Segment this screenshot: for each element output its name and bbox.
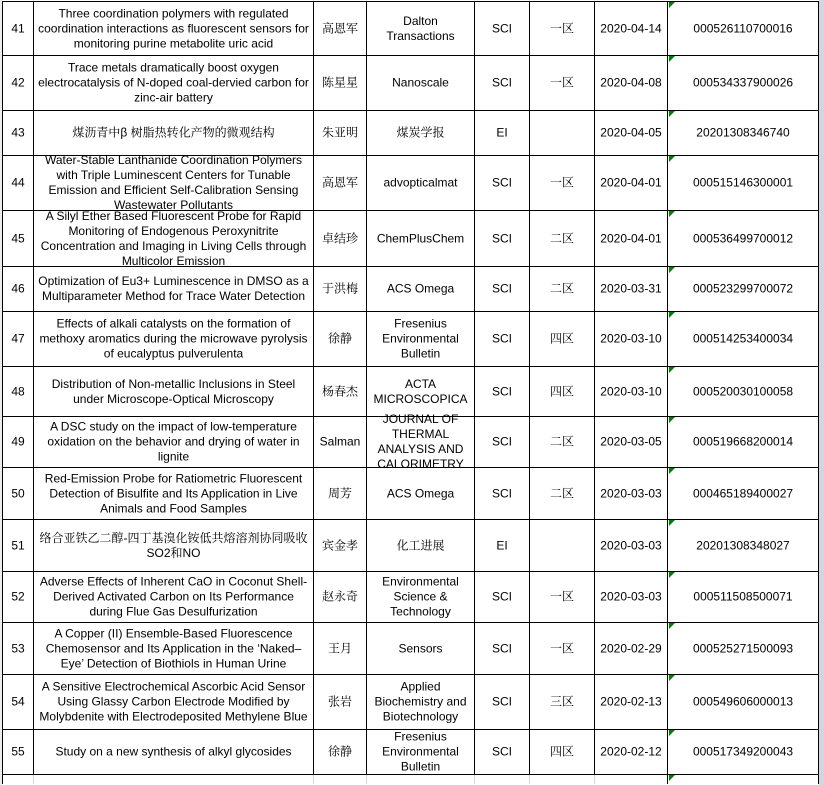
record-id-cell[interactable] bbox=[668, 417, 819, 468]
row-number-cell[interactable] bbox=[3, 572, 34, 623]
quartile-cell[interactable] bbox=[530, 417, 595, 468]
paper-title-text: Optimization of Eu3+ Luminescence in DMSO as a Multiparameter Method for Trace Water Detection bbox=[38, 274, 309, 303]
number-stored-as-text-indicator-icon bbox=[669, 730, 675, 736]
index-type-text: SCI bbox=[491, 589, 512, 604]
quartile-cell[interactable] bbox=[530, 111, 595, 156]
row-number-text: 41 bbox=[11, 21, 25, 35]
index-type-cell[interactable] bbox=[475, 623, 530, 675]
row-number-text: 51 bbox=[11, 538, 25, 552]
row-number-cell[interactable] bbox=[3, 775, 34, 784]
record-id-cell[interactable] bbox=[668, 312, 819, 367]
record-id-text: 000465189400027 bbox=[692, 486, 794, 500]
paper-title-cell[interactable] bbox=[34, 730, 314, 775]
table-row bbox=[3, 412, 820, 471]
author-cell[interactable] bbox=[314, 211, 367, 267]
paper-title-cell[interactable] bbox=[34, 468, 314, 520]
journal-cell[interactable] bbox=[367, 675, 475, 730]
paper-title-text: Distribution of Non-metallic Inclusions in Steel under Microscope-Optical Microscopy bbox=[51, 376, 296, 406]
index-type-cell[interactable] bbox=[475, 572, 530, 623]
row-number-cell[interactable] bbox=[3, 367, 34, 417]
paper-title-text: A Copper (II) Ensemble-Based Fluorescence Chemosensor and Its Application in the ‘Naked–Eye’ Detection of Biothiols in Human Urine bbox=[45, 626, 302, 670]
paper-title-cell[interactable] bbox=[34, 520, 314, 572]
quartile-text: 二区 bbox=[549, 434, 574, 449]
record-id-text: 000515146300001 bbox=[692, 175, 794, 190]
paper-title-cell[interactable] bbox=[34, 312, 314, 367]
paper-title-cell[interactable] bbox=[34, 572, 314, 623]
publish-date-cell[interactable] bbox=[595, 56, 668, 111]
row-number-cell[interactable] bbox=[3, 156, 34, 211]
quartile-cell[interactable] bbox=[530, 775, 595, 784]
record-id-text: 20201308346740 bbox=[696, 125, 790, 140]
paper-title-text: Three coordination polymers with regulated coordination interactions as fluorescent sensors for monitoring purine metabolite uric acid bbox=[38, 6, 309, 50]
author-cell[interactable] bbox=[314, 56, 367, 111]
publish-date-text: 2020-04-05 bbox=[600, 125, 662, 140]
record-id-cell[interactable] bbox=[668, 267, 819, 312]
journal-text: advopticalmat bbox=[383, 175, 458, 190]
record-id-text: 000536499700012 bbox=[692, 231, 794, 245]
number-stored-as-text-indicator-icon bbox=[669, 775, 675, 781]
row-number-cell[interactable] bbox=[3, 111, 34, 156]
publish-date-text: 2020-03-03 bbox=[600, 486, 662, 500]
table-row bbox=[3, 312, 820, 367]
number-stored-as-text-indicator-icon bbox=[669, 56, 675, 62]
quartile-cell[interactable] bbox=[530, 312, 595, 367]
paper-title-cell[interactable] bbox=[34, 623, 314, 675]
quartile-text: 二区 bbox=[549, 281, 574, 296]
journal-cell[interactable] bbox=[367, 211, 475, 267]
index-type-text: SCI bbox=[491, 486, 512, 500]
quartile-cell[interactable] bbox=[530, 211, 595, 267]
publish-date-cell[interactable] bbox=[595, 520, 668, 572]
table-row bbox=[3, 468, 820, 520]
journal-text: Dalton Transactions bbox=[386, 13, 455, 43]
number-stored-as-text-indicator-icon bbox=[669, 623, 675, 629]
number-stored-as-text-indicator-icon bbox=[669, 267, 675, 273]
number-stored-as-text-indicator-icon bbox=[669, 111, 675, 117]
publish-date-cell[interactable] bbox=[595, 267, 668, 312]
record-id-text: 000549606000013 bbox=[692, 694, 794, 709]
paper-title-cell[interactable] bbox=[34, 417, 314, 468]
author-text: 高恩军 bbox=[321, 21, 358, 35]
row-number-cell[interactable] bbox=[3, 520, 34, 572]
author-text: 朱亚明 bbox=[321, 125, 358, 140]
record-id-cell[interactable] bbox=[668, 468, 819, 520]
record-id-text: 000534337900026 bbox=[692, 75, 794, 90]
row-number-cell[interactable] bbox=[3, 211, 34, 267]
author-cell[interactable] bbox=[314, 312, 367, 367]
journal-cell[interactable] bbox=[367, 2, 475, 56]
publish-date-text: 2020-03-31 bbox=[600, 281, 662, 296]
row-number-text: 49 bbox=[11, 434, 25, 449]
number-stored-as-text-indicator-icon bbox=[669, 417, 675, 423]
author-cell[interactable] bbox=[314, 572, 367, 623]
row-number-cell[interactable] bbox=[3, 730, 34, 775]
journal-text: Applied Biochemistry and Biotechnology bbox=[374, 679, 467, 724]
journal-text: Sensors bbox=[398, 641, 443, 655]
paper-title-cell[interactable] bbox=[34, 2, 314, 56]
table-row bbox=[3, 111, 820, 156]
row-number-cell[interactable] bbox=[3, 312, 34, 367]
journal-text: ChemPlusChem bbox=[376, 231, 465, 245]
journal-cell[interactable] bbox=[367, 572, 475, 623]
table-row bbox=[3, 153, 820, 212]
author-text: 宾金孝 bbox=[321, 538, 358, 552]
quartile-text: 四区 bbox=[549, 384, 574, 398]
paper-title-text: 煤沥青中β 树脂热转化产物的微观结构 bbox=[72, 125, 275, 140]
quartile-cell[interactable] bbox=[530, 730, 595, 775]
publish-date-text: 2020-03-03 bbox=[600, 589, 662, 604]
publish-date-cell[interactable] bbox=[595, 2, 668, 56]
publish-date-text: 2020-04-01 bbox=[600, 175, 662, 190]
record-id-text: 000525271500093 bbox=[692, 641, 794, 655]
row-number-text: 48 bbox=[11, 384, 25, 398]
publish-date-cell[interactable] bbox=[595, 156, 668, 211]
record-id-cell[interactable] bbox=[668, 156, 819, 211]
author-cell[interactable] bbox=[314, 2, 367, 56]
publish-date-text: 2020-02-13 bbox=[600, 694, 662, 709]
table-row bbox=[3, 572, 820, 623]
index-type-cell[interactable] bbox=[475, 675, 530, 730]
author-text: 杨春杰 bbox=[321, 384, 358, 398]
quartile-text: 一区 bbox=[549, 75, 574, 90]
number-stored-as-text-indicator-icon bbox=[669, 156, 675, 162]
publish-date-text: 2020-04-01 bbox=[600, 231, 662, 245]
paper-title-cell[interactable] bbox=[34, 153, 314, 212]
index-type-text: EI bbox=[496, 538, 508, 552]
journal-cell[interactable] bbox=[367, 775, 475, 784]
quartile-cell[interactable] bbox=[530, 267, 595, 312]
publish-date-cell[interactable] bbox=[595, 775, 668, 784]
author-cell[interactable] bbox=[314, 111, 367, 156]
author-text: 张岩 bbox=[327, 694, 352, 709]
quartile-cell[interactable] bbox=[530, 468, 595, 520]
index-type-cell[interactable] bbox=[475, 2, 530, 56]
author-cell[interactable] bbox=[314, 267, 367, 312]
record-id-text: 000520030100058 bbox=[692, 384, 794, 398]
journal-cell[interactable] bbox=[367, 412, 475, 471]
author-text: 陈星星 bbox=[321, 75, 358, 90]
record-id-text: 20201308348027 bbox=[696, 538, 790, 552]
author-text: 王月 bbox=[327, 641, 352, 655]
author-text: 周芳 bbox=[327, 486, 352, 500]
row-number-text: 54 bbox=[11, 694, 25, 709]
journal-cell[interactable] bbox=[367, 267, 475, 312]
record-id-cell[interactable] bbox=[668, 623, 819, 675]
journal-cell[interactable] bbox=[367, 520, 475, 572]
record-id-cell[interactable] bbox=[668, 730, 819, 775]
table-row bbox=[3, 208, 820, 268]
publish-date-text: 2020-02-12 bbox=[600, 744, 662, 759]
index-type-text: SCI bbox=[491, 331, 512, 346]
quartile-text: 一区 bbox=[549, 175, 574, 190]
index-type-text: SCI bbox=[491, 744, 512, 759]
index-type-text: SCI bbox=[491, 384, 512, 398]
journal-cell[interactable] bbox=[367, 623, 475, 675]
row-number-text: 50 bbox=[11, 486, 25, 500]
journal-text: ACTA MICROSCOPICA bbox=[373, 376, 468, 406]
author-text: 赵永奇 bbox=[321, 589, 358, 604]
record-id-cell[interactable] bbox=[668, 56, 819, 111]
publish-date-text: 2020-03-05 bbox=[600, 434, 662, 449]
row-number-cell[interactable] bbox=[3, 56, 34, 111]
journal-text: 化工进展 bbox=[396, 538, 445, 552]
row-number-text: 47 bbox=[11, 331, 25, 346]
author-cell[interactable] bbox=[314, 520, 367, 572]
record-id-cell[interactable] bbox=[668, 675, 819, 730]
row-number-cell[interactable] bbox=[3, 623, 34, 675]
publish-date-cell[interactable] bbox=[595, 211, 668, 267]
record-id-cell[interactable] bbox=[668, 367, 819, 417]
row-number-text: 52 bbox=[11, 589, 25, 604]
index-type-cell[interactable] bbox=[475, 367, 530, 417]
row-number-text: 53 bbox=[11, 641, 25, 655]
publish-date-text: 2020-04-14 bbox=[600, 21, 662, 35]
quartile-text: 二区 bbox=[549, 231, 574, 245]
index-type-text: EI bbox=[496, 125, 508, 140]
record-id-text: 000519668200014 bbox=[692, 434, 794, 449]
number-stored-as-text-indicator-icon bbox=[669, 367, 675, 373]
index-type-text: SCI bbox=[491, 694, 512, 709]
record-id-text: 000511508500071 bbox=[693, 589, 793, 604]
author-text: Salman bbox=[319, 434, 361, 449]
index-type-cell[interactable] bbox=[475, 267, 530, 312]
number-stored-as-text-indicator-icon bbox=[669, 2, 675, 8]
row-number-cell[interactable] bbox=[3, 417, 34, 468]
journal-text: JOURNAL OF THERMAL ANALYSIS AND CALORIMETRY bbox=[377, 412, 464, 471]
record-id-cell[interactable] bbox=[668, 572, 819, 623]
paper-title-text: A Silyl Ether Based Fluorescent Probe for Rapid Monitoring of Endogenous Peroxynitrite Concentration and Imaging in Living Cells through Multicolor Emission bbox=[40, 208, 307, 268]
row-number-cell[interactable] bbox=[3, 675, 34, 730]
index-type-cell[interactable] bbox=[475, 56, 530, 111]
paper-title-cell[interactable] bbox=[34, 56, 314, 111]
record-id-cell[interactable] bbox=[668, 2, 819, 56]
publish-date-text: 2020-02-29 bbox=[600, 641, 662, 655]
quartile-text: 四区 bbox=[549, 744, 574, 759]
paper-title-text: A DSC study on the impact of low-temperature oxidation on the behavior and drying of water in lignite bbox=[47, 419, 300, 464]
publish-date-cell[interactable] bbox=[595, 111, 668, 156]
journal-cell[interactable] bbox=[367, 312, 475, 367]
table-row bbox=[3, 520, 820, 572]
row-number-text: 43 bbox=[11, 125, 25, 140]
quartile-cell[interactable] bbox=[530, 2, 595, 56]
publish-date-cell[interactable] bbox=[595, 623, 668, 675]
publish-date-cell[interactable] bbox=[595, 367, 668, 417]
index-type-cell[interactable] bbox=[475, 312, 530, 367]
row-number-cell[interactable] bbox=[3, 468, 34, 520]
table-row bbox=[3, 267, 820, 312]
number-stored-as-text-indicator-icon bbox=[669, 572, 675, 578]
record-id-cell[interactable] bbox=[668, 775, 819, 784]
author-cell[interactable] bbox=[314, 417, 367, 468]
quartile-cell[interactable] bbox=[530, 367, 595, 417]
partial-next-row bbox=[3, 775, 820, 784]
author-text: 卓结珍 bbox=[321, 231, 358, 245]
index-type-cell[interactable] bbox=[475, 156, 530, 211]
row-number-cell[interactable] bbox=[3, 267, 34, 312]
quartile-text: 一区 bbox=[549, 641, 574, 655]
number-stored-as-text-indicator-icon bbox=[669, 520, 675, 526]
index-type-cell[interactable] bbox=[475, 468, 530, 520]
journal-cell[interactable] bbox=[367, 56, 475, 111]
table-row bbox=[3, 367, 820, 417]
quartile-cell[interactable] bbox=[530, 56, 595, 111]
number-stored-as-text-indicator-icon bbox=[669, 675, 675, 681]
paper-title-text: Adverse Effects of Inherent CaO in Coconut Shell-Derived Activated Carbon on Its Performance during Flue Gas Desulfurization bbox=[39, 574, 308, 619]
journal-cell[interactable] bbox=[367, 156, 475, 211]
author-text: 于洪梅 bbox=[321, 281, 358, 296]
table-row bbox=[3, 623, 820, 675]
journal-text: Nanoscale bbox=[392, 75, 449, 90]
journal-text: 煤炭学报 bbox=[396, 125, 445, 140]
quartile-text: 二区 bbox=[549, 486, 574, 500]
quartile-text: 三区 bbox=[549, 694, 574, 709]
index-type-cell[interactable] bbox=[475, 417, 530, 468]
journal-cell[interactable] bbox=[367, 468, 475, 520]
publish-date-cell[interactable] bbox=[595, 417, 668, 468]
record-id-cell[interactable] bbox=[668, 520, 819, 572]
author-cell[interactable] bbox=[314, 675, 367, 730]
author-cell[interactable] bbox=[314, 468, 367, 520]
journal-cell[interactable] bbox=[367, 730, 475, 775]
paper-title-cell[interactable] bbox=[34, 775, 314, 784]
publish-date-text: 2020-03-03 bbox=[600, 538, 662, 552]
index-type-text: SCI bbox=[491, 281, 512, 296]
index-type-cell[interactable] bbox=[475, 111, 530, 156]
sheet-right-edge bbox=[819, 0, 824, 785]
row-number-text: 44 bbox=[11, 175, 25, 190]
index-type-text: SCI bbox=[491, 175, 512, 190]
author-text: 高恩军 bbox=[321, 175, 358, 190]
row-number-text: 45 bbox=[11, 231, 25, 245]
author-text: 徐静 bbox=[327, 744, 352, 759]
paper-title-cell[interactable] bbox=[34, 267, 314, 312]
record-id-text: 000514253400034 bbox=[692, 331, 794, 346]
quartile-text: 四区 bbox=[549, 331, 574, 346]
record-id-text: 000526110700016 bbox=[693, 21, 793, 35]
journal-text: ACS Omega bbox=[386, 486, 455, 500]
row-number-text: 55 bbox=[11, 744, 25, 759]
index-type-text: SCI bbox=[491, 21, 512, 35]
index-type-text: SCI bbox=[491, 641, 512, 655]
publish-date-text: 2020-03-10 bbox=[600, 384, 662, 398]
paper-title-cell[interactable] bbox=[34, 208, 314, 268]
author-cell[interactable] bbox=[314, 623, 367, 675]
paper-title-text: 络合亚铁乙二醇-四丁基溴化铵低共熔溶剂协同吸收SO2和NO bbox=[39, 530, 308, 560]
journal-text: ACS Omega bbox=[386, 281, 455, 296]
quartile-cell[interactable] bbox=[530, 156, 595, 211]
publish-date-text: 2020-04-08 bbox=[600, 75, 662, 90]
record-id-cell[interactable] bbox=[668, 111, 819, 156]
quartile-cell[interactable] bbox=[530, 675, 595, 730]
author-cell[interactable] bbox=[314, 156, 367, 211]
number-stored-as-text-indicator-icon bbox=[669, 468, 675, 474]
record-id-text: 000517349200043 bbox=[692, 744, 794, 759]
row-number-text: 42 bbox=[11, 75, 25, 90]
publish-date-cell[interactable] bbox=[595, 730, 668, 775]
number-stored-as-text-indicator-icon bbox=[669, 312, 675, 318]
journal-cell[interactable] bbox=[367, 367, 475, 417]
index-type-text: SCI bbox=[491, 231, 512, 245]
author-cell[interactable] bbox=[314, 775, 367, 784]
publish-date-cell[interactable] bbox=[595, 572, 668, 623]
index-type-cell[interactable] bbox=[475, 520, 530, 572]
table-row bbox=[3, 675, 820, 730]
index-type-text: SCI bbox=[491, 434, 512, 449]
author-text: 徐静 bbox=[327, 331, 352, 346]
paper-title-text: Water-Stable Lanthanide Coordination Polymers with Triple Luminescent Centers for Tunable Emission and Efficient Self-Calibration Sensing Wastewater Pollutants bbox=[44, 153, 303, 212]
paper-title-text: Study on a new synthesis of alkyl glycosides bbox=[55, 744, 292, 759]
table-row bbox=[3, 56, 820, 111]
paper-title-text: Red-Emission Probe for Ratiometric Fluorescent Detection of Bisulfite and Its Application in Live Animals and Food Samples bbox=[44, 471, 303, 515]
paper-title-text: A Sensitive Electrochemical Ascorbic Acid Sensor Using Glassy Carbon Electrode Modified by Molybdenite with Electrodeposited Methylene Blue bbox=[39, 679, 308, 724]
index-type-cell[interactable] bbox=[475, 211, 530, 267]
author-cell[interactable] bbox=[314, 367, 367, 417]
table-row bbox=[3, 2, 820, 56]
quartile-text: 一区 bbox=[549, 589, 574, 604]
publish-date-cell[interactable] bbox=[595, 675, 668, 730]
index-type-cell[interactable] bbox=[475, 775, 530, 784]
author-cell[interactable] bbox=[314, 730, 367, 775]
paper-title-text: Trace metals dramatically boost oxygen electrocatalysis of N-doped coal-dervied carbon for zinc-air battery bbox=[38, 60, 309, 105]
paper-title-cell[interactable] bbox=[34, 111, 314, 156]
publications-table bbox=[2, 1, 820, 784]
quartile-text: 一区 bbox=[549, 21, 574, 35]
journal-text: Fresenius Environmental Bulletin bbox=[382, 729, 459, 774]
table-row bbox=[3, 730, 820, 775]
publish-date-text: 2020-03-10 bbox=[600, 331, 662, 346]
paper-title-text: Effects of alkali catalysts on the formation of methoxy aromatics during the microwave pyrolysis of eucalyptus pulverulenta bbox=[39, 316, 308, 361]
row-number-cell[interactable] bbox=[3, 2, 34, 56]
number-stored-as-text-indicator-icon bbox=[669, 211, 675, 217]
publish-date-cell[interactable] bbox=[595, 312, 668, 367]
quartile-cell[interactable] bbox=[530, 572, 595, 623]
index-type-text: SCI bbox=[491, 75, 512, 90]
journal-text: Environmental Science & Technology bbox=[382, 574, 459, 619]
paper-title-cell[interactable] bbox=[34, 367, 314, 417]
journal-text: Fresenius Environmental Bulletin bbox=[382, 316, 459, 361]
row-number-text: 46 bbox=[11, 281, 25, 296]
quartile-cell[interactable] bbox=[530, 520, 595, 572]
record-id-text: 000523299700072 bbox=[692, 281, 794, 296]
paper-title-cell[interactable] bbox=[34, 675, 314, 730]
index-type-cell[interactable] bbox=[475, 730, 530, 775]
quartile-cell[interactable] bbox=[530, 623, 595, 675]
record-id-cell[interactable] bbox=[668, 211, 819, 267]
publish-date-cell[interactable] bbox=[595, 468, 668, 520]
journal-cell[interactable] bbox=[367, 111, 475, 156]
